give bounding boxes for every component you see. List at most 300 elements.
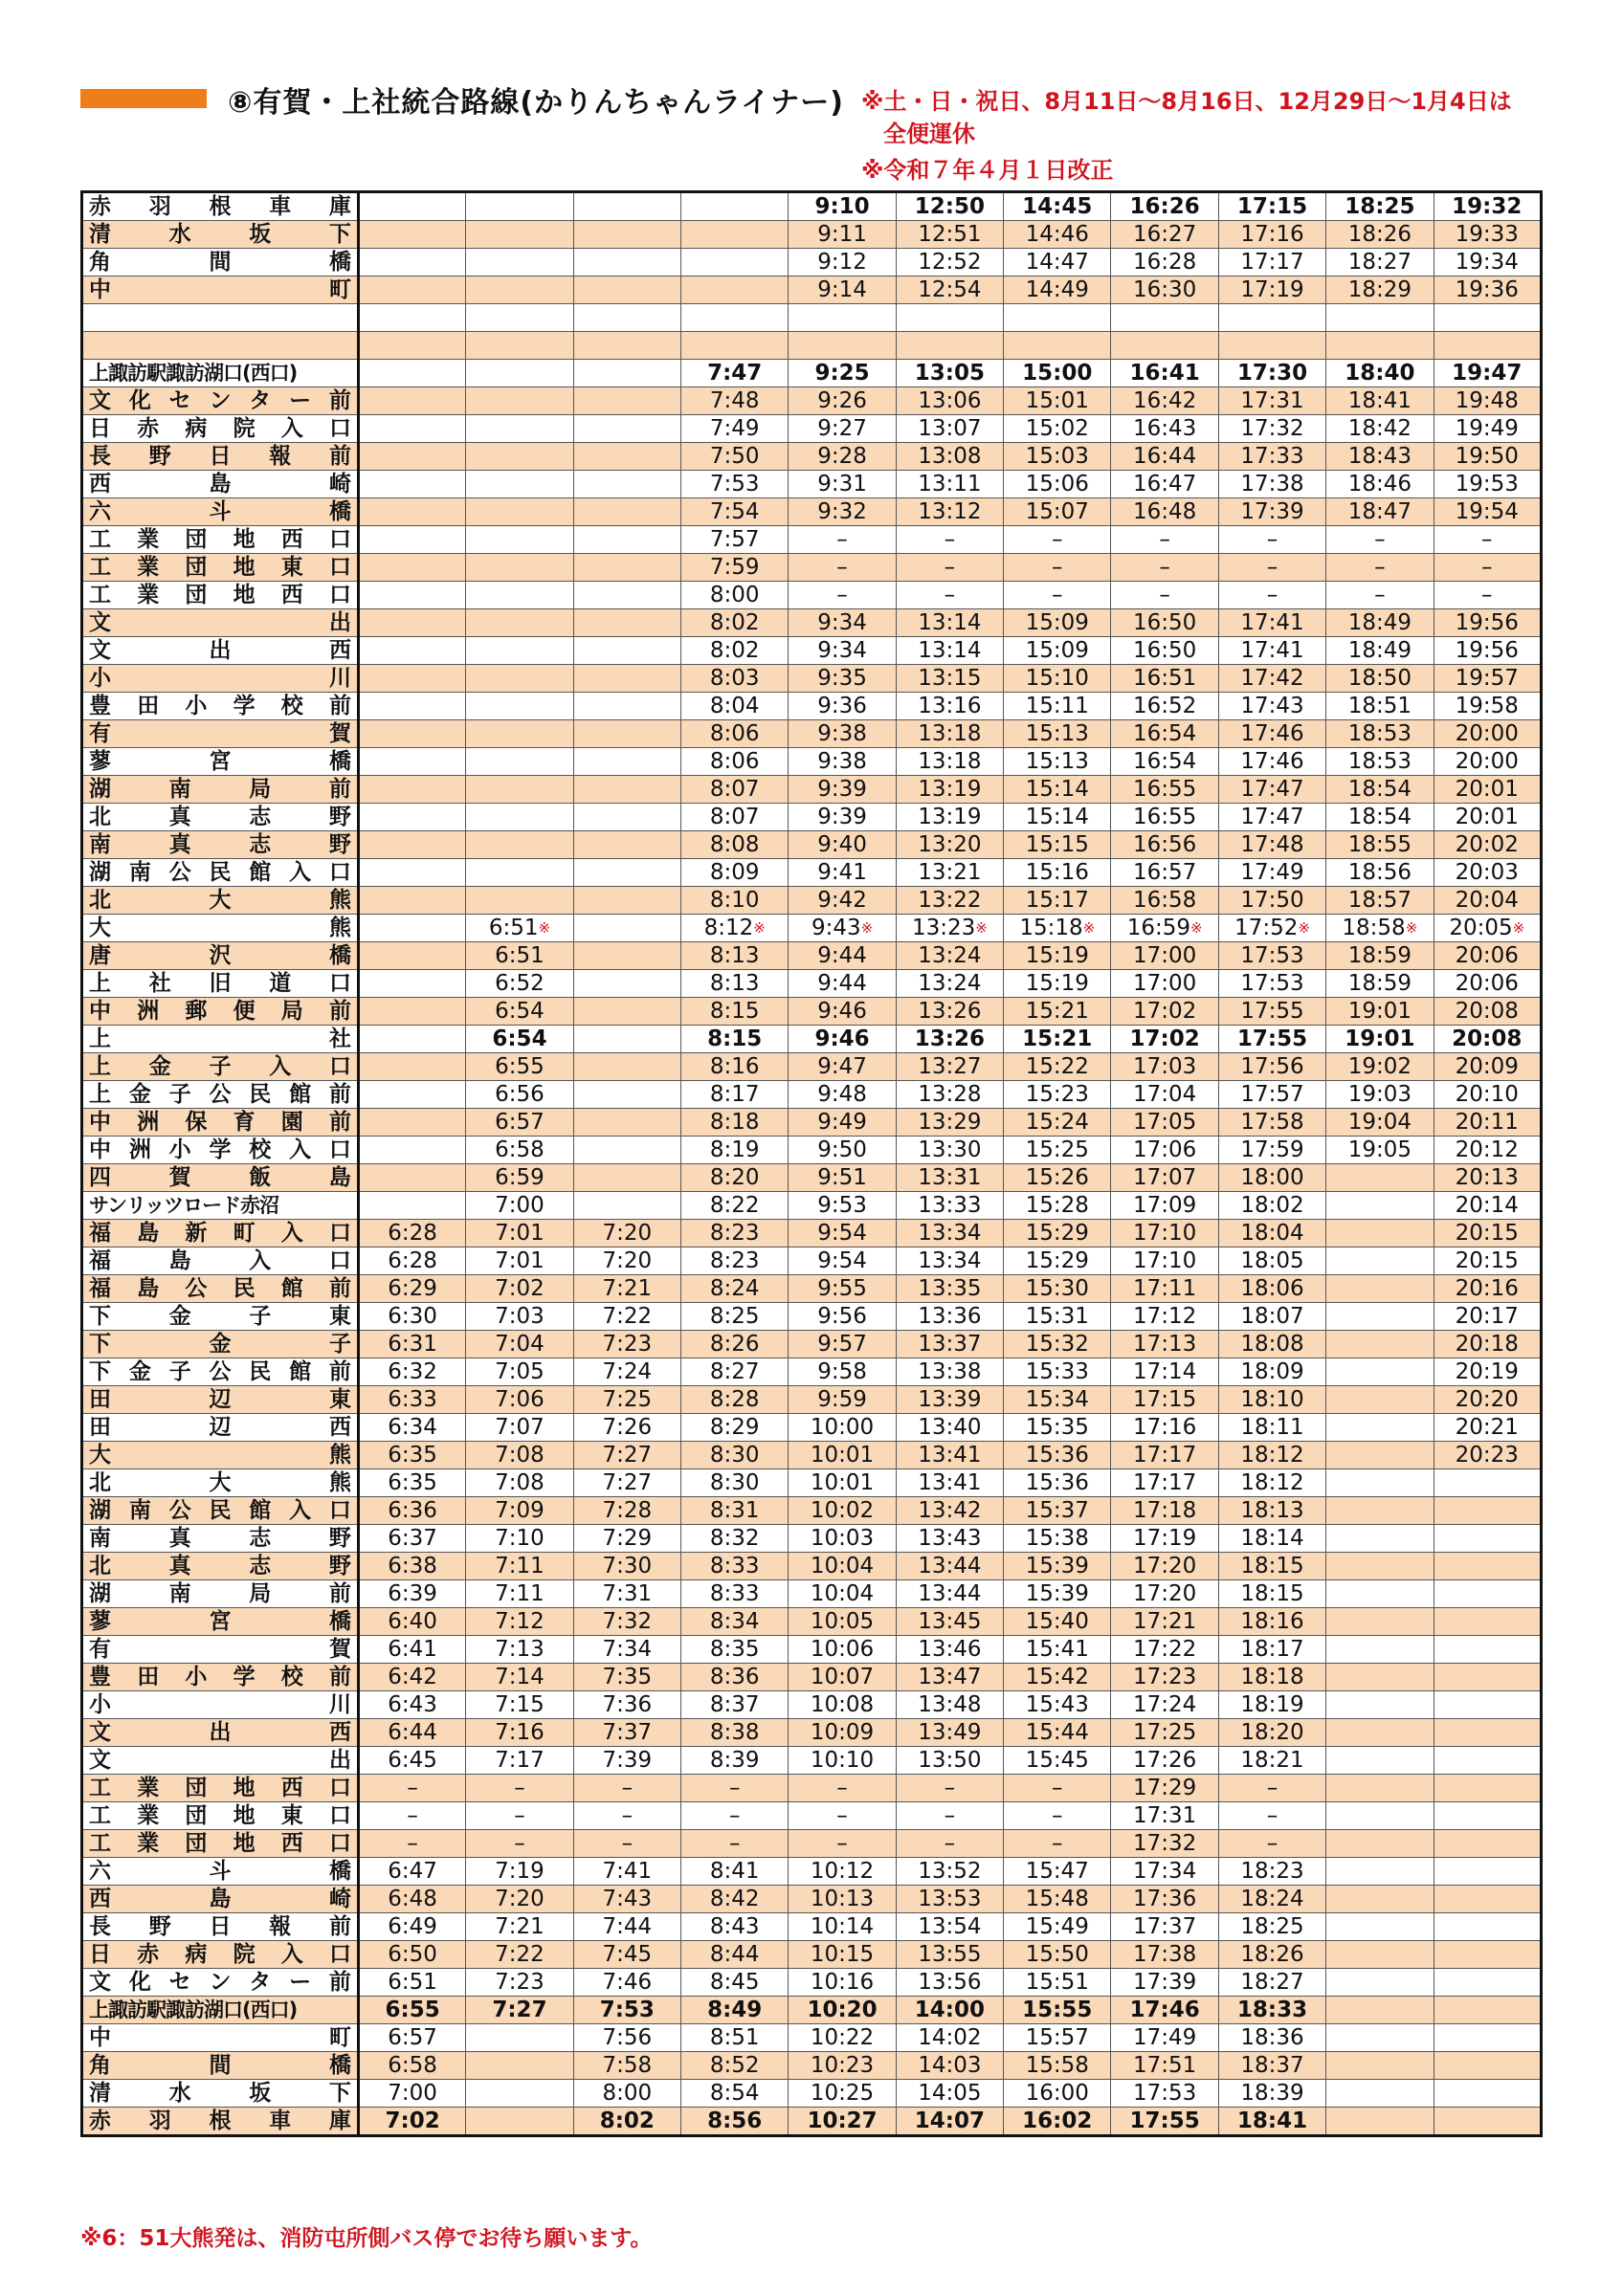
time-cell <box>358 970 465 998</box>
departure-time: 6:43 <box>388 1692 437 1717</box>
departure-time: 9:46 <box>817 999 867 1024</box>
time-cell <box>681 2024 789 2052</box>
departure-time: 10:02 <box>810 1498 875 1523</box>
time-cell <box>681 1858 789 1886</box>
departure-time: 20:06 <box>1455 943 1519 968</box>
departure-time: 7:16 <box>495 1720 545 1745</box>
time-cell <box>1326 276 1434 304</box>
time-cell <box>1434 1137 1541 1164</box>
time-cell <box>681 1469 789 1497</box>
departure-time: 9:39 <box>817 777 867 802</box>
departure-time: – <box>1266 583 1278 607</box>
time-cell <box>1434 1026 1541 1053</box>
departure-time: 19:36 <box>1455 277 1519 302</box>
departure-time: 7:02 <box>385 2108 440 2133</box>
departure-time: 7:27 <box>492 1998 547 2022</box>
time-cell <box>681 1802 789 1830</box>
departure-time: 6:32 <box>388 1359 437 1384</box>
time-cell <box>1434 1442 1541 1469</box>
departure-time: 6:49 <box>388 1914 437 1939</box>
time-cell <box>573 970 680 998</box>
time-cell <box>1434 1497 1541 1525</box>
departure-time: 13:16 <box>918 694 982 718</box>
stop-name: 湖 南 公 民 館 入 口 <box>89 1498 351 1523</box>
stop-name: 六 斗 橋 <box>89 1859 351 1884</box>
time-cell <box>1218 2052 1325 2080</box>
departure-time: – <box>728 1803 741 1828</box>
time-cell <box>1434 582 1541 609</box>
time-cell <box>1218 1775 1325 1802</box>
time-cell <box>1218 2108 1325 2136</box>
departure-time: 18:40 <box>1345 361 1415 386</box>
time-cell <box>1218 304 1325 332</box>
time-cell <box>1434 887 1541 915</box>
departure-time: 7:14 <box>495 1665 545 1689</box>
stop-name-cell <box>82 1747 359 1775</box>
table-row <box>82 443 1542 471</box>
departure-time: 19:58 <box>1455 694 1519 718</box>
time-cell <box>1434 1303 1541 1331</box>
time-cell <box>789 1691 896 1719</box>
departure-time: 9:14 <box>817 277 867 302</box>
time-cell <box>358 1497 465 1525</box>
time-cell <box>358 1608 465 1636</box>
stop-name-cell <box>82 804 359 831</box>
time-cell <box>789 1331 896 1358</box>
time-cell <box>466 1858 573 1886</box>
time-cell <box>1218 387 1325 415</box>
time-cell <box>789 526 896 554</box>
departure-time: 13:40 <box>918 1415 982 1440</box>
departure-time: 16:50 <box>1132 610 1197 635</box>
departure-time: 12:54 <box>918 277 982 302</box>
time-cell <box>896 1497 1003 1525</box>
departure-time: 8:24 <box>709 1276 760 1301</box>
time-cell <box>573 1608 680 1636</box>
time-cell <box>1111 1691 1218 1719</box>
time-cell <box>1111 887 1218 915</box>
departure-time: 9:54 <box>817 1221 867 1246</box>
time-cell <box>1111 1220 1218 1247</box>
stop-name: 小 川 <box>89 666 351 691</box>
time-cell <box>466 1747 573 1775</box>
time-cell <box>1434 1275 1541 1303</box>
time-cell <box>573 1469 680 1497</box>
time-cell <box>1218 1164 1325 1192</box>
time-cell <box>1111 192 1218 221</box>
time-cell <box>573 1164 680 1192</box>
departure-time: – <box>1481 583 1493 607</box>
departure-time: 16:47 <box>1132 472 1197 497</box>
time-cell <box>466 1275 573 1303</box>
time-cell <box>358 1691 465 1719</box>
departure-time: 6:28 <box>388 1248 437 1273</box>
time-cell <box>358 1525 465 1553</box>
footnote-mark: ※ <box>1082 919 1096 937</box>
time-cell <box>466 1053 573 1081</box>
stop-name-cell <box>82 554 359 582</box>
table-row <box>82 665 1542 693</box>
departure-time: 15:51 <box>1025 1970 1089 1995</box>
departure-time: 7:47 <box>707 361 763 386</box>
stop-name: 上 金 子 公 民 館 前 <box>89 1082 351 1107</box>
time-cell <box>1434 915 1541 942</box>
departure-time: 7:57 <box>709 527 760 552</box>
time-cell <box>896 1858 1003 1886</box>
departure-time: 18:06 <box>1240 1276 1304 1301</box>
time-cell <box>573 1775 680 1802</box>
time-cell <box>358 1636 465 1664</box>
time-cell <box>789 1525 896 1553</box>
time-cell <box>789 1997 896 2024</box>
departure-time: 6:57 <box>495 1110 545 1135</box>
time-cell <box>466 637 573 665</box>
departure-time: 6:35 <box>388 1443 437 1468</box>
time-cell <box>466 1941 573 1969</box>
time-cell <box>896 1886 1003 1913</box>
time-cell <box>573 720 680 748</box>
time-cell <box>681 1414 789 1442</box>
time-cell <box>1111 1386 1218 1414</box>
time-cell <box>573 304 680 332</box>
time-cell <box>1004 1858 1111 1886</box>
time-cell <box>466 1608 573 1636</box>
departure-time: 10:14 <box>810 1914 875 1939</box>
time-cell <box>1434 276 1541 304</box>
departure-time: 17:19 <box>1240 277 1304 302</box>
departure-time: 18:41 <box>1236 2108 1308 2133</box>
departure-time: 8:43 <box>709 1914 760 1939</box>
time-cell <box>573 1525 680 1553</box>
departure-time: 17:51 <box>1132 2053 1197 2078</box>
footnote-mark: ※ <box>753 919 766 937</box>
stop-name: 湖 南 局 前 <box>89 777 351 802</box>
departure-time: 9:34 <box>817 638 867 663</box>
departure-time: 13:30 <box>918 1137 982 1162</box>
time-cell <box>789 998 896 1026</box>
departure-time: 9:49 <box>817 1110 867 1135</box>
departure-time: 7:21 <box>495 1914 545 1939</box>
table-row <box>82 1303 1542 1331</box>
time-cell <box>358 2052 465 2080</box>
stop-name-cell <box>82 415 359 443</box>
time-cell <box>1434 1580 1541 1608</box>
time-cell <box>573 2080 680 2108</box>
time-cell <box>1004 554 1111 582</box>
table-row <box>82 1747 1542 1775</box>
departure-time: 17:31 <box>1132 1803 1197 1828</box>
departure-time: 7:20 <box>602 1248 653 1273</box>
departure-time: 17:56 <box>1240 1054 1304 1079</box>
time-cell <box>573 1941 680 1969</box>
departure-time: – <box>621 1803 634 1828</box>
time-cell <box>573 1858 680 1886</box>
time-cell <box>1111 637 1218 665</box>
departure-time: 20:14 <box>1455 1193 1519 1218</box>
time-cell <box>1004 2080 1111 2108</box>
time-cell <box>1326 1386 1434 1414</box>
time-cell <box>1326 970 1434 998</box>
time-cell <box>1218 276 1325 304</box>
time-cell <box>1326 415 1434 443</box>
time-cell <box>681 1137 789 1164</box>
time-cell <box>466 1386 573 1414</box>
time-cell <box>1326 1802 1434 1830</box>
time-cell <box>1111 915 1218 942</box>
departure-time: 17:25 <box>1132 1720 1197 1745</box>
time-cell <box>573 1886 680 1913</box>
departure-time: 6:33 <box>388 1387 437 1412</box>
time-cell <box>466 249 573 276</box>
time-cell <box>789 1802 896 1830</box>
time-cell <box>1434 332 1541 360</box>
departure-time: 7:32 <box>602 1609 653 1634</box>
departure-time: 9:54 <box>817 1248 867 1273</box>
time-cell <box>1004 2024 1111 2052</box>
departure-time: 8:00 <box>602 2081 653 2106</box>
time-cell <box>1004 360 1111 387</box>
time-cell <box>1218 1941 1325 1969</box>
departure-time: 20:20 <box>1455 1387 1519 1412</box>
departure-time: 10:06 <box>810 1637 875 1662</box>
departure-time: 6:55 <box>385 1998 440 2022</box>
departure-time: 18:24 <box>1240 1887 1304 1911</box>
departure-time: 18:00 <box>1240 1165 1304 1190</box>
table-row <box>82 1386 1542 1414</box>
departure-time: 18:09 <box>1240 1359 1304 1384</box>
departure-time: 7:48 <box>709 388 760 413</box>
time-cell <box>466 1414 573 1442</box>
departure-time: 8:07 <box>709 805 760 829</box>
departure-time: 18:14 <box>1240 1526 1304 1551</box>
table-row <box>82 1053 1542 1081</box>
time-cell <box>358 526 465 554</box>
time-cell <box>1111 332 1218 360</box>
time-cell <box>573 942 680 970</box>
time-cell <box>1434 748 1541 776</box>
departure-time: 16:50 <box>1132 638 1197 663</box>
departure-time: 8:02 <box>709 610 760 635</box>
time-cell <box>1218 1969 1325 1997</box>
time-cell <box>789 1747 896 1775</box>
departure-time: 18:08 <box>1240 1332 1304 1357</box>
time-cell <box>1326 1192 1434 1220</box>
stop-name: 中 洲 小 学 校 入 口 <box>89 1137 351 1162</box>
departure-time: 7:05 <box>495 1359 545 1384</box>
departure-time: – <box>944 527 956 552</box>
departure-time: 15:26 <box>1025 1165 1089 1190</box>
table-row <box>82 915 1542 942</box>
departure-time: 8:30 <box>709 1443 760 1468</box>
time-cell <box>358 776 465 804</box>
stop-name-cell <box>82 2024 359 2052</box>
time-cell <box>358 1830 465 1858</box>
time-cell <box>573 554 680 582</box>
table-row <box>82 1358 1542 1386</box>
stop-name: 唐 沢 橋 <box>89 943 351 968</box>
time-cell <box>896 1636 1003 1664</box>
time-cell <box>1004 1802 1111 1830</box>
time-cell <box>1326 498 1434 526</box>
time-cell <box>466 1719 573 1747</box>
stop-name: 西 島 崎 <box>89 1887 351 1911</box>
departure-time: – <box>1481 555 1493 580</box>
departure-time: 10:16 <box>810 1970 875 1995</box>
table-row <box>82 776 1542 804</box>
departure-time: 15:32 <box>1025 1332 1089 1357</box>
time-cell <box>789 415 896 443</box>
stop-name: 清 水 坂 下 <box>89 2081 351 2106</box>
time-cell <box>896 776 1003 804</box>
departure-time: 9:42 <box>817 888 867 913</box>
table-row <box>82 1802 1542 1830</box>
departure-time: 8:41 <box>709 1859 760 1884</box>
time-cell <box>573 1497 680 1525</box>
time-cell <box>466 1830 573 1858</box>
time-cell <box>1111 1775 1218 1802</box>
time-cell <box>681 1192 789 1220</box>
departure-time: 13:27 <box>918 1054 982 1079</box>
time-cell <box>681 1664 789 1691</box>
time-cell <box>1111 748 1218 776</box>
time-cell <box>466 2108 573 2136</box>
stop-name-cell <box>82 609 359 637</box>
time-cell <box>1218 1830 1325 1858</box>
table-row <box>82 1886 1542 1913</box>
time-cell <box>573 387 680 415</box>
time-cell <box>466 804 573 831</box>
time-cell <box>789 1220 896 1247</box>
stop-name: 南 真 志 野 <box>89 1526 351 1551</box>
time-cell <box>573 1442 680 1469</box>
departure-time: 15:14 <box>1025 777 1089 802</box>
time-cell <box>1434 1525 1541 1553</box>
time-cell <box>681 1913 789 1941</box>
departure-time: 7:07 <box>495 1415 545 1440</box>
departure-time: – <box>1052 583 1063 607</box>
departure-time: 8:02 <box>709 638 760 663</box>
time-cell <box>896 887 1003 915</box>
departure-time: 13:21 <box>918 860 982 885</box>
departure-time: 6:45 <box>388 1748 437 1773</box>
time-cell <box>573 1331 680 1358</box>
departure-time: 15:02 <box>1025 416 1089 441</box>
departure-time: 19:48 <box>1455 388 1519 413</box>
time-cell <box>466 304 573 332</box>
time-cell <box>358 1247 465 1275</box>
route-title: ⑧有賀・上社統合路線(かりんちゃんライナー) <box>228 86 844 120</box>
departure-time: 20:17 <box>1455 1304 1519 1329</box>
time-cell <box>896 1664 1003 1691</box>
departure-time: 10:01 <box>810 1470 875 1495</box>
departure-time: 9:38 <box>817 721 867 746</box>
departure-time: 14:05 <box>918 2081 982 2106</box>
table-row <box>82 1830 1542 1858</box>
departure-time: 18:49 <box>1347 610 1412 635</box>
table-row <box>82 804 1542 831</box>
time-cell <box>1218 1913 1325 1941</box>
time-cell <box>1434 776 1541 804</box>
time-cell <box>1111 1969 1218 1997</box>
time-cell <box>1004 192 1111 221</box>
departure-time: 15:58 <box>1025 2053 1089 2078</box>
time-cell <box>1218 471 1325 498</box>
departure-time: 17:10 <box>1132 1221 1197 1246</box>
time-cell <box>681 1109 789 1137</box>
time-cell <box>789 1109 896 1137</box>
stop-name-cell <box>82 998 359 1026</box>
departure-time: 13:36 <box>918 1304 982 1329</box>
stop-name-cell <box>82 1164 359 1192</box>
time-cell <box>573 2024 680 2052</box>
time-cell <box>789 1497 896 1525</box>
time-cell <box>1434 360 1541 387</box>
time-cell <box>1218 887 1325 915</box>
time-cell <box>1218 1081 1325 1109</box>
departure-time: 9:26 <box>817 388 867 413</box>
time-cell <box>896 1386 1003 1414</box>
time-cell <box>1218 998 1325 1026</box>
time-cell <box>896 1081 1003 1109</box>
departure-time: 13:54 <box>918 1914 982 1939</box>
stop-name-cell <box>82 1608 359 1636</box>
time-cell <box>1326 942 1434 970</box>
service-notice-line2: 全便運休 <box>883 121 975 147</box>
departure-time: 16:48 <box>1132 499 1197 524</box>
departure-time: 15:40 <box>1025 1609 1089 1634</box>
departure-time: 7:02 <box>495 1276 545 1301</box>
time-cell <box>681 1303 789 1331</box>
time-cell <box>466 1192 573 1220</box>
time-cell <box>1111 249 1218 276</box>
time-cell <box>1326 2080 1434 2108</box>
departure-time: 17:53 <box>1240 971 1304 996</box>
time-cell <box>1218 804 1325 831</box>
departure-time: 15:43 <box>1025 1692 1089 1717</box>
time-cell <box>1434 1719 1541 1747</box>
time-cell <box>789 2052 896 2080</box>
departure-time: – <box>1374 583 1386 607</box>
departure-time: 15:19 <box>1025 971 1089 996</box>
time-cell <box>1434 2024 1541 2052</box>
time-cell <box>1004 1691 1111 1719</box>
time-cell <box>1004 1969 1111 1997</box>
departure-time: 6:37 <box>388 1526 437 1551</box>
time-cell <box>573 332 680 360</box>
time-cell <box>896 554 1003 582</box>
departure-time: 7:22 <box>495 1942 545 1967</box>
time-cell <box>466 1469 573 1497</box>
time-cell <box>1004 582 1111 609</box>
time-cell <box>1434 1386 1541 1414</box>
departure-time: 7:36 <box>602 1692 653 1717</box>
time-cell <box>1434 1775 1541 1802</box>
time-cell <box>789 1636 896 1664</box>
departure-time: 20:08 <box>1452 1027 1523 1051</box>
time-cell <box>466 1969 573 1997</box>
departure-time: 8:00 <box>709 583 760 607</box>
time-cell <box>1218 1997 1325 2024</box>
time-cell <box>896 332 1003 360</box>
time-cell <box>358 1164 465 1192</box>
time-cell <box>466 720 573 748</box>
departure-time: 16:54 <box>1132 721 1197 746</box>
time-cell <box>1434 1747 1541 1775</box>
departure-time: 8:16 <box>709 1054 760 1079</box>
departure-time: – <box>1159 527 1170 552</box>
time-cell <box>1004 1747 1111 1775</box>
departure-time: 7:58 <box>602 2053 653 2078</box>
